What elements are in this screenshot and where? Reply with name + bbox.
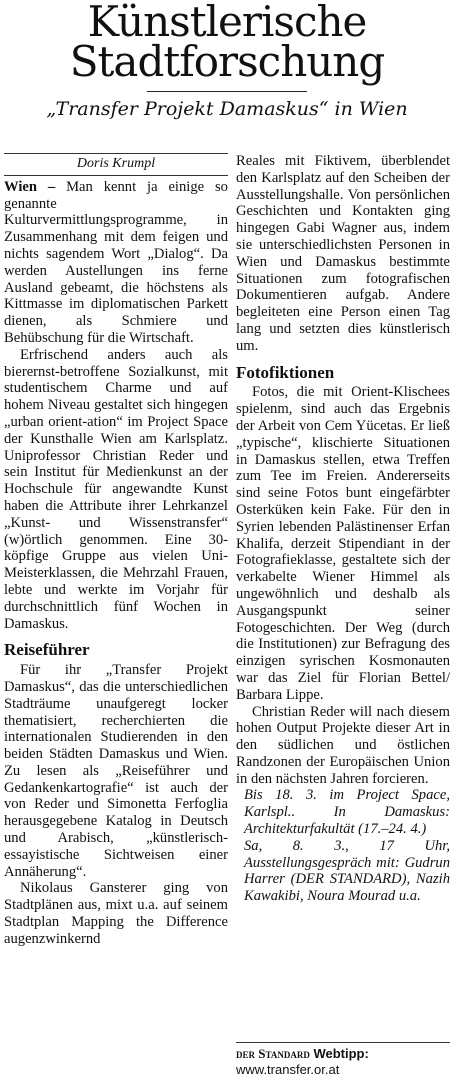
lead-text: Man kennt ja einige so genannte Kulturvermittlungsprogramme, in Zusammenhang mit dem feigen und nichts sagendem Wort „Dialog“. Da werden Austellungen ins ferne Ausland gebeamt, die höchstens als Kittmasse im diplomatischen Parkett dienen, als Schmiere und Behübschung für die Wirtschaft. bbox=[4, 178, 228, 346]
body-paragraph: Nikolaus Gansterer ging von Stadtplänen aus, mixt u.a. auf seinem Stadtplan Mapping the Difference augenzwinkernd bbox=[4, 880, 228, 947]
webtipp-box bbox=[236, 1042, 450, 1078]
byline bbox=[4, 153, 228, 176]
webtipp-url[interactable]: www.transfer.or.at bbox=[236, 1062, 340, 1077]
column-left bbox=[4, 153, 228, 948]
body-paragraph-continued: Reales mit Fiktivem, überblendet den Karlsplatz auf den Scheiben der Ausstellungshalle. Von persönlichen Geschichten und Kontakten ging hingegen Gabi Wagner aus, indem sie unterschiedlichsten Personen in Wien und Damaskus bestimmte Situationen zum fotografischen Dokumentieren aufgab. Andere begleiteten eine Person einen Tag lang und setzten dies künstlerisch um. bbox=[236, 153, 450, 354]
headline-line-1: Künstlerische bbox=[87, 0, 367, 46]
event-info: Sa, 8. 3., 17 Uhr, Ausstellungsgespräch mit: Gudrun Harrer (DER STANDARD), Nazih Kawakibi, Noura Mourad u.a. bbox=[244, 837, 450, 905]
lead-paragraph bbox=[4, 179, 228, 347]
section-heading-fotofiktionen: Fotofiktionen bbox=[236, 362, 335, 382]
body-paragraph: Fotos, die mit Orient-Klischees spielenm, sind auch das Ergebnis der Arbeit von Cem Yücetas. Er ließ „typische“, klischierte Situationen in Damaskus stellen, etwa Treffen zum Tee im Freien. Andererseits sind seine Fotos bunt eingefärbter Osterküken kein Fake. Für den in Syrien lebenden Palästinenser Erfan Khalifa, derzeit Stipendiant in der Fotografieklasse, gestaltete sich der verkabelte Wiener Himmel als ungewöhnlich und deshalb als Ausgangspunkt seiner Fotogeschichten. Der Weg (durch die Institutionen) zur Befragung des einzigen syrischen Kosmonauten war das Ziel für Florian Bettel/ Barbara Lippe. bbox=[236, 384, 450, 703]
author-name: Doris Krumpl bbox=[76, 156, 156, 171]
standard-logo-text: der Standard bbox=[236, 1046, 310, 1061]
body-paragraph: Erfrischend anders auch als bierernst-betroffene Sozialkunst, mit studentischem Charme und auf hohem Niveau gestaltet sich hingegen „urban orient-ation“ im Project Space der Kunsthalle Wien am Karlsplatz. Uniprofessor Christian Reder und sein Institut für Medienkunst an der Hochschule für angewandte Kunst haben die Attribute ihrer Lehrkanzel „Kunst- und Wissenstransfer“ (w)örtlich genommen. Eine 30-köpfige Gruppe aus vielen Uni-Meisterklassen, die Mehrzahl Frauen, lebte und werkte im Vorjahr für durchschnittlich fünf Wochen in Damaskus. bbox=[4, 346, 228, 632]
dateline: Wien – bbox=[4, 178, 56, 195]
headline-divider bbox=[147, 91, 307, 92]
subheadline: „Transfer Projekt Damaskus“ in Wien bbox=[46, 98, 408, 120]
byline-rule bbox=[4, 175, 228, 176]
event-info: Bis 18. 3. im Project Space, Karlspl.. In Damaskus: Architekturfakultät (17.–24. 4.) bbox=[244, 787, 450, 838]
article-columns bbox=[4, 153, 450, 1083]
body-paragraph: Für ihr „Transfer Projekt Damaskus“, das die unterschiedlichen Stadträume unaufgeregt locker thematisiert, recherchierten die internationalen Studierenden in den beiden Städten Damaskus und Wien. Zu lesen als „Reiseführer und Gedankenkartografie“ ist auch der von Reder und Simonetta Ferfoglia herausgegebene Katalog in Deutsch und Arabisch, „künstlerisch-essayistische Sichtweisen einer Annäherung“. bbox=[4, 662, 228, 880]
body-paragraph: Christian Reder will nach diesem hohen Output Projekte dieser Art in den südlichen und östlichen Randzonen der Europäischen Union in den nächsten Jahren forcieren. bbox=[236, 703, 450, 787]
webtipp-label: Webtipp: bbox=[313, 1046, 369, 1061]
headline bbox=[0, 0, 454, 86]
section-heading-reisefuehrer: Reiseführer bbox=[4, 640, 90, 660]
column-right bbox=[236, 153, 450, 905]
headline-line-2: Stadtforschung bbox=[69, 37, 385, 86]
